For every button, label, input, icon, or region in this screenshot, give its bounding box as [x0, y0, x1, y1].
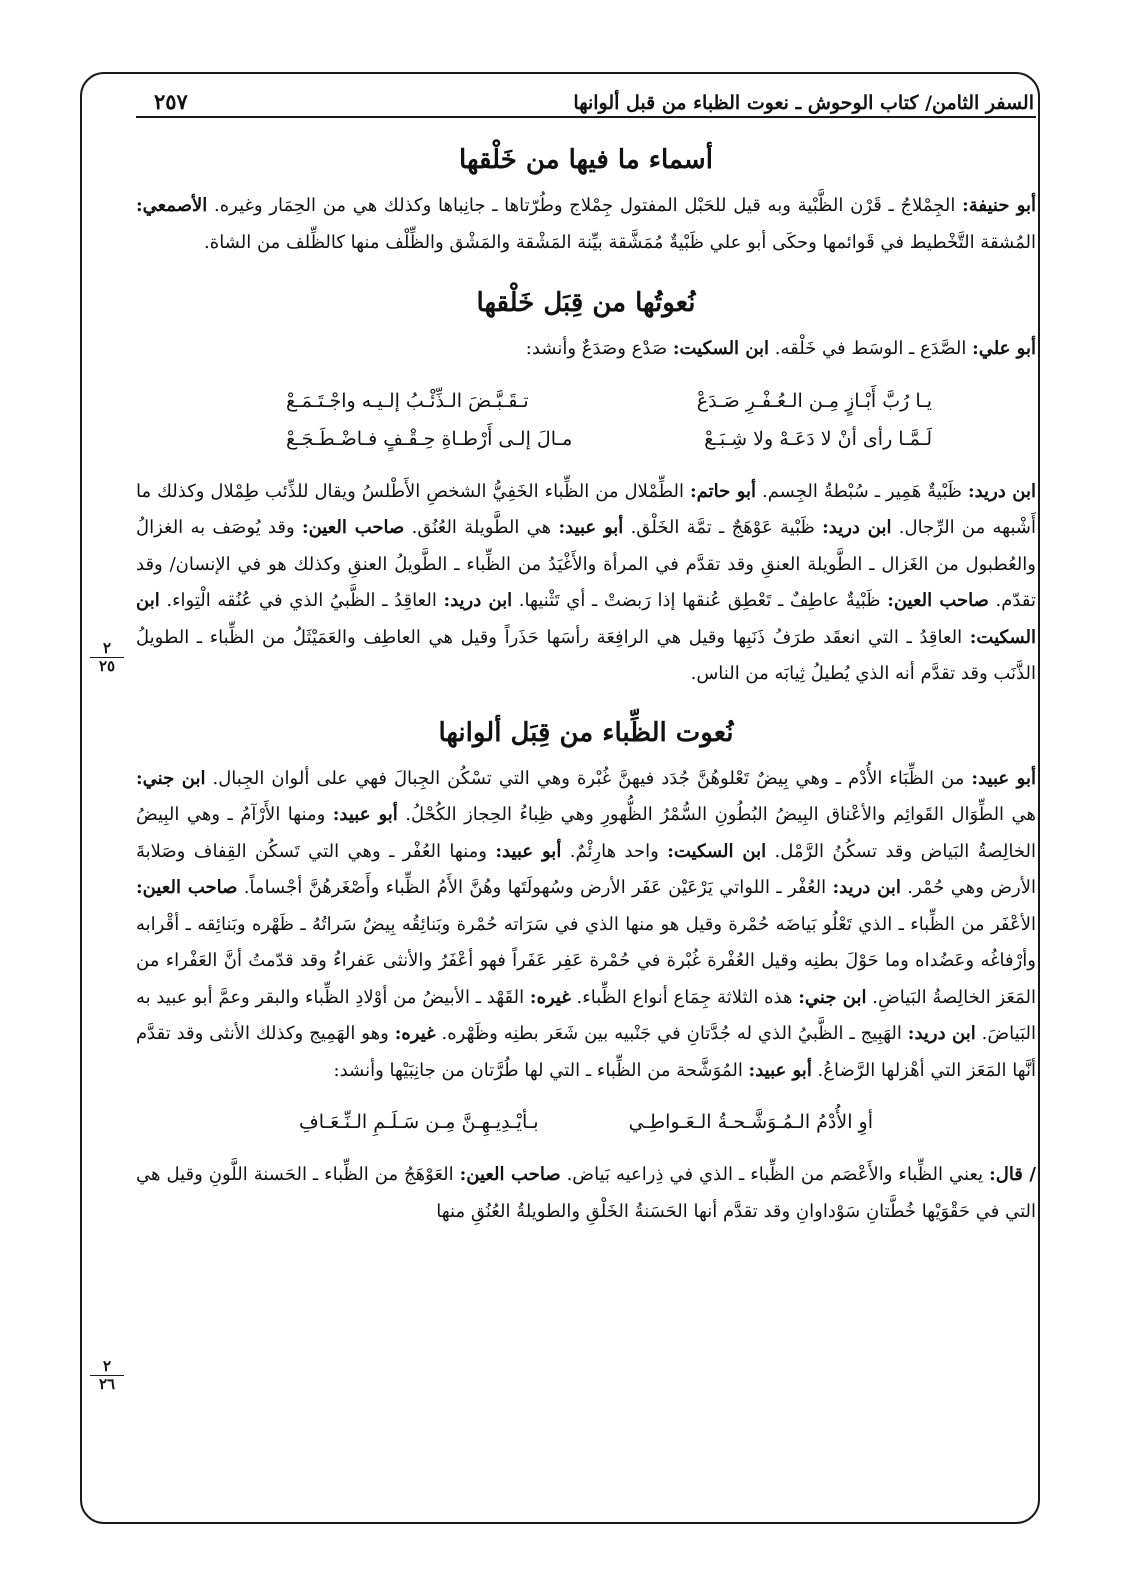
paragraph-text: هذه الثلاثة جِمَاع أنواع الظِّباء.	[570, 986, 799, 1008]
paragraph-text: العُفْر ـ اللواتي يَرْعَيْن عَفَر الأرض وسُهولَتَها وهُنَّ الأَمُ الظِّباء وأَصْغَرهُنَّ أجْساماً.	[237, 877, 833, 898]
paragraph-text: واحد هارِئْمٌ.	[561, 840, 668, 862]
paragraph-text: الطِّمْلال من الظِّباء الخَفِيُّ الشخصِ الأَطْلسُ ويقال للذِّئب طِمْلال وكذلك ما أَشْبهه من الرِّجال.	[136, 480, 1036, 538]
verse-first-hemistich: يـا رُبَّ أَبْـازٍ مِـن الـعُـفْـرِ صَـدَعْ	[696, 389, 932, 412]
poem-block	[136, 382, 1036, 458]
speaker-name: صاحب العين:	[301, 517, 405, 538]
speaker-name: ابن دريد:	[832, 877, 901, 898]
speaker-name: صاحب العين:	[136, 877, 238, 898]
paragraph-text: ومنها الأَرْآمُ ـ وهي البِيضُ الخالِصةُ البَياض وقد تسكُنُ الرَّمْل.	[136, 804, 1036, 862]
running-title: السفر الثامن/ كتاب الوحوش ـ نعوت الظباء من قبل ألوانها	[573, 92, 1034, 114]
paragraph-text: الأعْفَر من الظِّباء ـ الذي تَعْلُو بَياضَه حُمْرة وقيل هو منها الذي في سَرَاته حُمْرة وبَنائِقُه بِيضٌ سَراتُهُ ـ ظَهْره وبَنائِقه ـ أقْرابه وأرْفاغُه وعَضُداه وما حَوْلَ بطنِه وقيل العُفْرة غُبْرة في حُمْرة عَفِر عَفَراً فهو أعْفَرُ والأنثى عَفراءُ وقد قدّمتُ أنَّ العَفْراء من المَعَز الخالِصةُ البَياضِ.	[136, 913, 1037, 1008]
section-heading: نُعوتُها من قِبَل خَلْقها	[476, 288, 696, 318]
speaker-name: أبو عبيد:	[748, 1059, 812, 1081]
speaker-name: أبو حاتم:	[689, 480, 757, 502]
paragraph-text: يعني الظِّباء والأَعْصَم من الظِّباء ـ الذي في ذِراعيه بَياض.	[560, 1164, 990, 1185]
verse-second-hemistich: بـأيْـدِيـهِـنَّ مِـن سَـلَـمِ الـنِّـعَـافِ	[299, 1111, 539, 1133]
speaker-name: أبو عبيد:	[971, 767, 1036, 789]
verse-first-hemistich: أوِ الأُدْمُ الـمُـوَشَّـحـةُ الـعَـواطِـي	[628, 1111, 873, 1133]
margin-page-reference: ٢ ٢٦	[90, 1358, 124, 1393]
speaker-name: ابن السكيت:	[667, 840, 767, 862]
body-paragraph	[136, 188, 1036, 261]
paragraph-text: العاقِدُ ـ التي انعقَد طرَفُ ذَنَبِها وقيل هي الرافِعَة رأسَها حَذَراً وقيل هي العاطِف والعَمَيْثَلُ من الظِّباء ـ الطويلُ الذَّنَب وقد تقدَّم أنه الذي يُطيلُ ثِيابَه من الناس.	[136, 626, 1036, 684]
poem-block	[136, 1103, 1036, 1141]
body-paragraph	[136, 761, 1036, 1090]
paragraph-text: صَدْع وصَدَعٌ وأنشد:	[525, 338, 673, 359]
speaker-name: الأصمعي:	[136, 195, 208, 216]
speaker-name: / قال:	[989, 1164, 1036, 1185]
speaker-name: ابن دريد:	[822, 517, 892, 538]
speaker-name: ابن جني:	[798, 986, 867, 1008]
speaker-name: ابن دريد:	[443, 590, 513, 611]
paragraph-text: وهو الهَمِيج وكذلك الأنثى وقد تقدَّم أنَّها المَعَز التي أهْزلها الرَّضاعُ.	[136, 1023, 1036, 1081]
speaker-name: صاحب العين:	[459, 1164, 561, 1185]
paragraph-text: الصَّدَع ـ الوسَط في خَلْقه.	[769, 338, 973, 359]
speaker-name: أبو عبيد:	[332, 804, 398, 825]
speaker-name: ابن دريد:	[907, 1023, 976, 1044]
paragraph-text: ظَبْية عَوْهَجٌ ـ تمَّة الخَلْق.	[623, 517, 823, 538]
section-heading: نُعوت الظِّباء من قِبَل ألوانها	[438, 717, 734, 748]
book-page	[136, 78, 1036, 1508]
section-names-of-body-parts	[136, 132, 1036, 261]
speaker-name: ابن جني:	[136, 767, 206, 789]
speaker-name: أبو عبيد:	[495, 840, 562, 862]
paragraph-text: ظَبْيةٌ عاطِفٌ ـ تَعْطِق عُنقها إذا رَبضتْ ـ أي تَثْنيها.	[512, 590, 888, 611]
speaker-name: ابن السكيت:	[672, 338, 770, 359]
paragraph-text: العَوْهَجُ من الظِّباء ـ الحَسنة اللَّونِ وقيل هي التي في حَقْوَيْها خُطَّتانِ سَوْداوانِ وقد تقدَّم أنها الحَسَنةُ الخَلْقِ والطويلةُ العُنُقِ منها	[136, 1164, 1036, 1222]
speaker-name: غيره:	[529, 986, 571, 1008]
page-number: ٢٥٧	[154, 89, 188, 114]
section-attributes-by-color	[136, 705, 1036, 1231]
section-heading: أسماء ما فيها من خَلْقها	[459, 145, 713, 175]
poem-verse	[136, 382, 1036, 420]
paragraph-text: القَهْد ـ الأبيضُ من أوْلادِ الظِّباء والبقر وعمَّ أبو عبيد به البَياضَ.	[136, 986, 1037, 1044]
paragraph-text: ومنها العُفْر ـ وهي التي تَسكُن القِفاف وصَلابةَ الأرض وهي حُمْر.	[136, 840, 1036, 898]
poem-verse	[136, 1103, 1036, 1141]
paragraph-text: العاقِدُ ـ الظَّبيُ الذي في عُنُقه الْتِواء.	[159, 590, 444, 611]
body-paragraph	[136, 474, 1036, 693]
running-header	[136, 78, 1036, 118]
speaker-name: غيره:	[394, 1023, 436, 1044]
paragraph-text: المُشقة التَّخْطيط في قَوائمها وحكَى أبو علي ظَبْيةٌ مُمَشَّقة بيِّنة المَشْقة والمَشْق والظِّلْف منها كالظِّلف من الشاة.	[204, 231, 1036, 253]
speaker-name: أبو عبيد:	[558, 517, 624, 538]
body-paragraph	[136, 331, 1036, 368]
paragraph-text: المُوَشَّحة من الظِّباء ـ التي لها طُرَّتان من جانِبَيْها وأنشد:	[333, 1059, 749, 1081]
speaker-name: أبو حنيفة:	[962, 195, 1037, 216]
verse-first-hemistich: لَـمَّـا رأى أنْ لا دَعَـهْ ولا شِـبَـعْ	[704, 427, 932, 450]
paragraph-text: من الظِّبَاء الأُدْم ـ وهي بِيضٌ تَعْلوهُنَّ جُدَد فيهنَّ غُبْرة وهي التي تسْكُن الجِبالَ فهي على ألوان الجِبال.	[205, 767, 972, 789]
speaker-name: أبو علي:	[972, 338, 1036, 359]
section-attributes-by-body	[136, 275, 1036, 693]
speaker-name: ابن دريد:	[967, 480, 1036, 502]
paragraph-text: هي الطَّويلة العُنُق.	[404, 517, 559, 538]
body-paragraph	[136, 1157, 1036, 1230]
paragraph-text: الجِمْلاجُ ـ قَرْن الظَّبْية وبه قيل للحَبْل المفتول جِمْلاج وطُرّتاها ـ جانِباها وكذلك هي من الحِمَار وغيره.	[207, 195, 963, 216]
margin-page-reference: ٢ ٢٥	[90, 640, 124, 675]
paragraph-text: الهَبِيج ـ الظَّبيُ الذي له جُدَّتانِ في جَنْبيه بين شَعَر بطنِه وظَهْره.	[435, 1023, 908, 1044]
poem-verse	[136, 420, 1036, 458]
verse-second-hemistich: مـالَ إلـى أَرْطـاةِ حِـقْـفٍ فـاضْـطَـجَـعْ	[286, 427, 573, 450]
speaker-name: صاحب العين:	[887, 590, 989, 611]
speaker-name: ابن السكيت:	[136, 590, 1036, 648]
paragraph-text: هي الطِّوَال القَوائِم والأعْناق البِيضُ البُطُونِ السُّمْرُ الظُّهورِ وهي ظِباءُ الحِجاز الكُحْلُ.	[397, 804, 1037, 825]
paragraph-text: وقد يُوصَف به الغزالُ والعُطبول من الغَزال ـ الطَّويلة العنقِ وقد تقدَّم في المرأة والأَغْيَدُ من الظِّباء ـ الطَّويلُ العنقِ وكذلك هو في الإنسان/ وقد تقدّم.	[136, 517, 1036, 611]
verse-second-hemistich: تـقَـبَّـضَ الـذِّئْـبُ إلـيـه واجْـتَـمَـعْ	[286, 389, 529, 412]
paragraph-text: ظَبْيةٌ هَمِير ـ سُبْطةُ الجِسم.	[756, 480, 968, 502]
